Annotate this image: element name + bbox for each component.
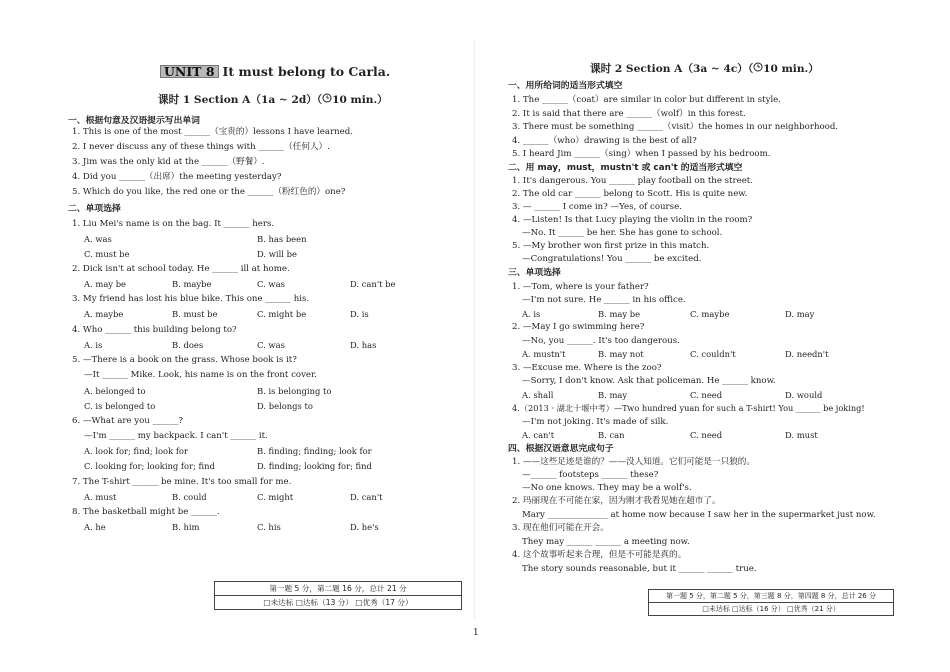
fill-item-reply: —No. It ______ be her. She has gone to school. bbox=[522, 228, 723, 238]
fill-item: 5. —My brother won first prize in this match. bbox=[512, 241, 710, 251]
option: A. must bbox=[84, 492, 117, 502]
option: B. does bbox=[172, 340, 204, 350]
fill-item: 1. It's dangerous. You ______ play football on the street. bbox=[512, 176, 753, 186]
fill-item: 1. This is one of the most ______（宝贵的）lessons I have learned. bbox=[72, 127, 353, 137]
section-1-title: 一、用所给词的适当形式填空 bbox=[508, 81, 623, 91]
question: 7. The T-shirt ______ be mine. It's too small for me. bbox=[72, 477, 292, 487]
question: 3. —Excuse me. Where is the zoo? bbox=[512, 363, 662, 373]
fill-item: 5. I heard Jim ______（sing）when I passed by his bedroom. bbox=[512, 149, 771, 159]
unit-title-text: It must belong to Carla. bbox=[222, 64, 391, 79]
question-reply: —Sorry, I don't know. Ask that policeman. He ______ know. bbox=[522, 376, 776, 386]
option: C. couldn't bbox=[690, 349, 736, 359]
option: D. belongs to bbox=[257, 401, 313, 411]
lesson-2-time: 10 min.） bbox=[763, 63, 819, 75]
fill-item: 2. It is said that there are ______（wolf）in this forest. bbox=[512, 109, 746, 119]
option: A. maybe bbox=[84, 309, 124, 319]
translate-item: 2. 玛丽现在不可能在家，因为刚才我看见她在超市了。 bbox=[512, 496, 721, 506]
option: D. is bbox=[350, 309, 369, 319]
option: A. is bbox=[84, 340, 103, 350]
fill-item: 2. I never discuss any of these things with ______（任何人）. bbox=[72, 142, 330, 152]
fill-item: 3. — ______ I come in? —Yes, of course. bbox=[512, 202, 682, 212]
score-levels: □未达标 □达标（13 分） □优秀（17 分） bbox=[263, 598, 413, 607]
question: 2. Dick isn't at school today. He ______ ill at home. bbox=[72, 264, 290, 274]
option: D. would bbox=[785, 390, 823, 400]
fill-item-reply: —Congratulations! You ______ be excited. bbox=[522, 254, 702, 264]
option: A. look for; find; look for bbox=[84, 446, 188, 456]
option: A. shall bbox=[522, 390, 554, 400]
translate-line: Mary ______________ at home now because I saw her in the supermarket just now. bbox=[522, 510, 876, 520]
option: D. can't bbox=[350, 492, 383, 502]
unit-tag: UNIT 8 bbox=[160, 65, 219, 78]
lesson-1-label: 课时 1 Section A（1a ~ 2d）（ bbox=[158, 94, 323, 106]
score-criteria: 第一题 5 分，第二题 5 分，第三题 8 分，第四题 8 分，总计 26 分 bbox=[649, 590, 893, 603]
fill-item: 3. There must be something ______（visit）the homes in our neighborhood. bbox=[512, 122, 839, 132]
question: 3. My friend has lost his blue bike. This one ______ his. bbox=[72, 294, 310, 304]
question: 2. —May I go swimming here? bbox=[512, 322, 645, 332]
lesson-2-label: 课时 2 Section A（3a ~ 4c）（ bbox=[590, 63, 754, 75]
option: C. maybe bbox=[690, 309, 730, 319]
option: A. belonged to bbox=[84, 386, 146, 396]
option: B. must be bbox=[172, 309, 218, 319]
option: A. he bbox=[84, 522, 106, 532]
section-2-title: 二、单项选择 bbox=[68, 204, 121, 214]
unit-title bbox=[160, 65, 390, 78]
option: B. may not bbox=[598, 349, 644, 359]
option: C. might bbox=[257, 492, 294, 502]
option: B. finding; finding; look for bbox=[257, 446, 372, 456]
section-3-title: 三、单项选择 bbox=[508, 268, 561, 278]
clock-icon bbox=[322, 93, 332, 106]
option: A. can't bbox=[522, 430, 555, 440]
option: B. could bbox=[172, 492, 207, 502]
question-reply: —I'm ______ my backpack. I can't ______ it. bbox=[84, 431, 268, 441]
option: C. must be bbox=[84, 249, 130, 259]
option: B. has been bbox=[257, 234, 307, 244]
option: B. may bbox=[598, 390, 628, 400]
score-levels: □未达标 □达标（16 分） □优秀（21 分） bbox=[702, 605, 840, 613]
option: C. looking for; looking for; find bbox=[84, 461, 215, 471]
fill-item: 1. The ______（coat）are similar in color but different in style. bbox=[512, 95, 782, 105]
fill-item: 4. Did you ______（出席）the meeting yesterday? bbox=[72, 172, 282, 182]
option: C. need bbox=[690, 390, 723, 400]
question: 8. The basketball might be ______. bbox=[72, 507, 220, 517]
score-box bbox=[648, 589, 894, 616]
option: B. can bbox=[598, 430, 625, 440]
translate-line: —______ footsteps ______ these? bbox=[522, 470, 659, 480]
fill-item: 4. —Listen! Is that Lucy playing the violin in the room? bbox=[512, 215, 753, 225]
option: B. may be bbox=[598, 309, 641, 319]
question: 1. —Tom, where is your father? bbox=[512, 282, 649, 292]
question: 4. Who ______ this building belong to? bbox=[72, 325, 237, 335]
translate-item: 3. 现在他们可能在开会。 bbox=[512, 523, 609, 533]
option: B. is belonging to bbox=[257, 386, 332, 396]
fill-item: 4. ______（who）drawing is the best of all? bbox=[512, 136, 697, 146]
option: C. was bbox=[257, 340, 285, 350]
score-criteria: 第一题 5 分，第二题 16 分，总计 21 分 bbox=[215, 582, 461, 596]
question: 6. —What are you ______? bbox=[72, 416, 183, 426]
fill-item: 2. The old car ______ belong to Scott. His is quite new. bbox=[512, 189, 748, 199]
lesson-1-time: 10 min.） bbox=[332, 94, 388, 106]
option: D. will be bbox=[257, 249, 297, 259]
score-box bbox=[214, 581, 462, 610]
option: D. may bbox=[785, 309, 815, 319]
option: D. he's bbox=[350, 522, 379, 532]
translate-line: —No one knows. They may be a wolf's. bbox=[522, 483, 692, 493]
option: B. maybe bbox=[172, 279, 212, 289]
lesson-1-heading bbox=[158, 93, 388, 106]
option: D. finding; looking for; find bbox=[257, 461, 372, 471]
option: A. was bbox=[84, 234, 112, 244]
question-reply: —I'm not joking. It's made of silk. bbox=[522, 417, 669, 427]
page-number: 1 bbox=[473, 628, 479, 638]
question: 4.（2013 · 湖北十堰中考）—Two hundred yuan for such a T-shirt! You ______ be joking! bbox=[512, 403, 865, 413]
translate-item: 1. ——这些足迹是谁的？——没人知道。它们可能是一只狼的。 bbox=[512, 457, 755, 467]
option: A. is bbox=[522, 309, 541, 319]
section-4-title: 四、根据汉语意思完成句子 bbox=[508, 444, 614, 454]
question-reply: —I'm not sure. He ______ in his office. bbox=[522, 295, 686, 305]
lesson-2-heading bbox=[590, 62, 819, 75]
option: A. mustn't bbox=[522, 349, 566, 359]
fill-item: 5. Which do you like, the red one or the ______（粉红色的）one? bbox=[72, 187, 346, 197]
question: 5. —There is a book on the grass. Whose book is it? bbox=[72, 355, 297, 365]
option: C. is belonged to bbox=[84, 401, 156, 411]
option: D. has bbox=[350, 340, 377, 350]
option: D. can't be bbox=[350, 279, 396, 289]
option: D. must bbox=[785, 430, 818, 440]
option: C. was bbox=[257, 279, 285, 289]
option: B. him bbox=[172, 522, 200, 532]
translate-item: 4. 这个故事听起来合理，但是不可能是真的。 bbox=[512, 550, 687, 560]
option: C. his bbox=[257, 522, 281, 532]
option: C. need bbox=[690, 430, 723, 440]
question-reply: —No, you ______. It's too dangerous. bbox=[522, 336, 680, 346]
option: D. needn't bbox=[785, 349, 829, 359]
page-gutter bbox=[474, 40, 475, 620]
section-1-title: 一、根据句意及汉语提示写出单词 bbox=[68, 116, 200, 126]
question: 1. Liu Mei's name is on the bag. It ______ hers. bbox=[72, 219, 275, 229]
translate-line: The story sounds reasonable, but it ______ ______ true. bbox=[522, 564, 757, 574]
option: C. might be bbox=[257, 309, 307, 319]
section-2-title: 二、用 may，must，mustn't 或 can't 的适当形式填空 bbox=[508, 163, 743, 173]
fill-item: 3. Jim was the only kid at the ______（野餐）. bbox=[72, 157, 265, 167]
translate-line: They may ______ ______ a meeting now. bbox=[522, 537, 690, 547]
option: A. may be bbox=[84, 279, 127, 289]
clock-icon bbox=[753, 62, 763, 75]
question-reply: —It ______ Mike. Look, his name is on the front cover. bbox=[84, 370, 317, 380]
